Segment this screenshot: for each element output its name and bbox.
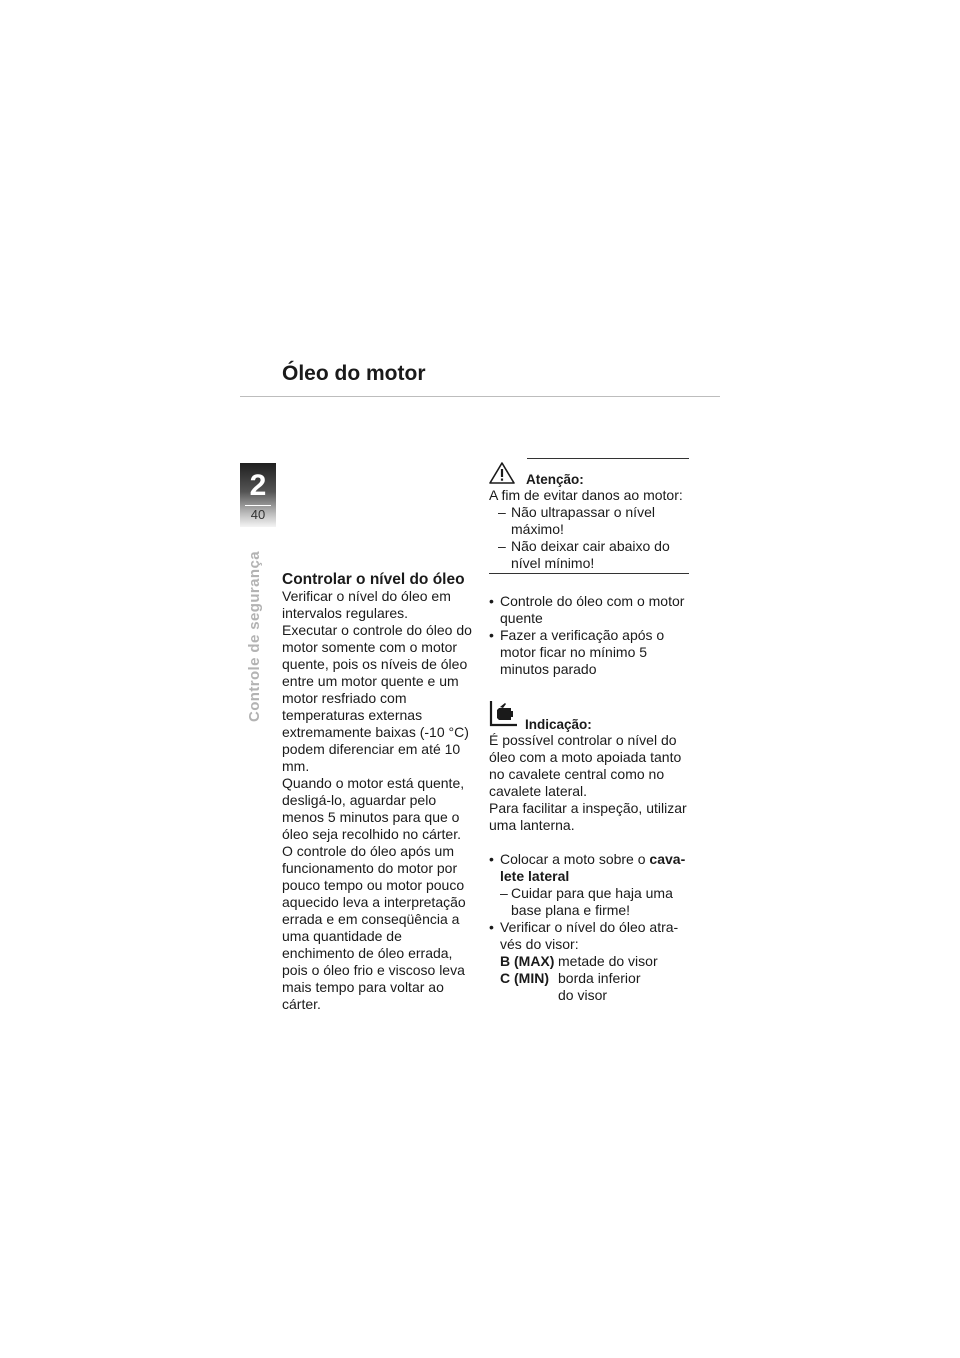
bullet-mark: •	[489, 919, 494, 935]
spec-key: B (MAX)	[500, 953, 555, 969]
paragraph: Executar o controle do óleo do motor somente com o motor quente, pois os níveis de óleo entre um motor quente e um motor resfriado com temperaturas externas extremamente baixas (-10 °C) podem diferenciar em até 10 mm.	[282, 622, 472, 774]
warning-intro: A fim de evitar danos ao motor:	[489, 487, 683, 503]
warning-item	[489, 504, 689, 538]
paragraph: Verificar o nível do óleo em intervalos regulares.	[282, 588, 451, 621]
dash-mark: –	[498, 504, 506, 520]
page-title: Óleo do motor	[282, 362, 426, 385]
left-column	[282, 572, 478, 1013]
list-item-text: Verificar o nível do óleo atra-vés do visor:	[500, 919, 679, 952]
chapter-number: 2	[249, 469, 267, 502]
paragraph: Quando o motor está quente, desligá-lo, aguardar pelo menos 5 minutos para que o óleo seja recolhido no cárter.	[282, 775, 465, 842]
note-header	[489, 698, 689, 732]
warning-header	[489, 461, 689, 487]
dash-mark: –	[500, 885, 508, 901]
spec-key: C (MIN)	[500, 970, 549, 986]
list-item	[489, 627, 689, 678]
list-item-text: Colocar a moto sobre o	[500, 851, 646, 867]
list-item-emphasis: cava-lete lateral	[500, 851, 686, 884]
warning-item-text: Não ultrapassar o nível máximo!	[511, 504, 655, 537]
chapter-tab	[240, 463, 276, 527]
dash-mark: –	[498, 538, 506, 554]
warning-item-text: Não deixar cair abaixo do nível mínimo!	[511, 538, 670, 571]
warning-label: Atenção:	[526, 472, 584, 487]
title-divider	[240, 396, 720, 397]
note-paragraph: Para facilitar a inspeção, utilizar uma lanterna.	[489, 800, 687, 833]
warning-item	[489, 538, 689, 572]
spec-row	[489, 970, 689, 1004]
bullet-mark: •	[489, 627, 494, 643]
bullet-mark: •	[489, 593, 494, 609]
paragraph: O controle do óleo após um funcionamento do motor por pouco tempo ou motor pouco aquecido leva a interpretação errada e em conseqüência a uma quantidade de enchimento de óleo errada, pois o óleo frio e viscoso leva mais tempo para voltar ao cárter.	[282, 843, 466, 1012]
note-hand-icon	[489, 698, 519, 728]
section-heading: Controlar o nível do óleo	[282, 571, 465, 588]
chapter-divider	[245, 505, 271, 506]
list-item-text: Fazer a verificação após o motor ficar no mínimo 5 minutos parado	[500, 627, 665, 677]
page-number: 40	[250, 507, 266, 522]
sub-list-item	[489, 885, 689, 919]
list-item	[489, 919, 689, 953]
note-label: Indicação:	[525, 717, 592, 732]
warning-top-rule	[527, 458, 689, 459]
spec-row	[489, 953, 689, 970]
spec-value: borda inferior do visor	[558, 970, 641, 1003]
sub-list-item-text: Cuidar para que haja uma base plana e firme!	[511, 885, 673, 918]
bullet-mark: •	[489, 851, 494, 867]
list-item	[489, 851, 689, 885]
list-item	[489, 593, 689, 627]
note-paragraph: É possível controlar o nível do óleo com a moto apoiada tanto no cavalete central como no cavalete lateral.	[489, 732, 682, 799]
spec-value: metade do visor	[558, 953, 658, 969]
list-item-text: Controle do óleo com o motor quente	[500, 593, 685, 626]
warning-triangle-icon	[489, 461, 515, 485]
right-column	[489, 458, 689, 1004]
section-label: Controle de segurança	[246, 551, 263, 722]
